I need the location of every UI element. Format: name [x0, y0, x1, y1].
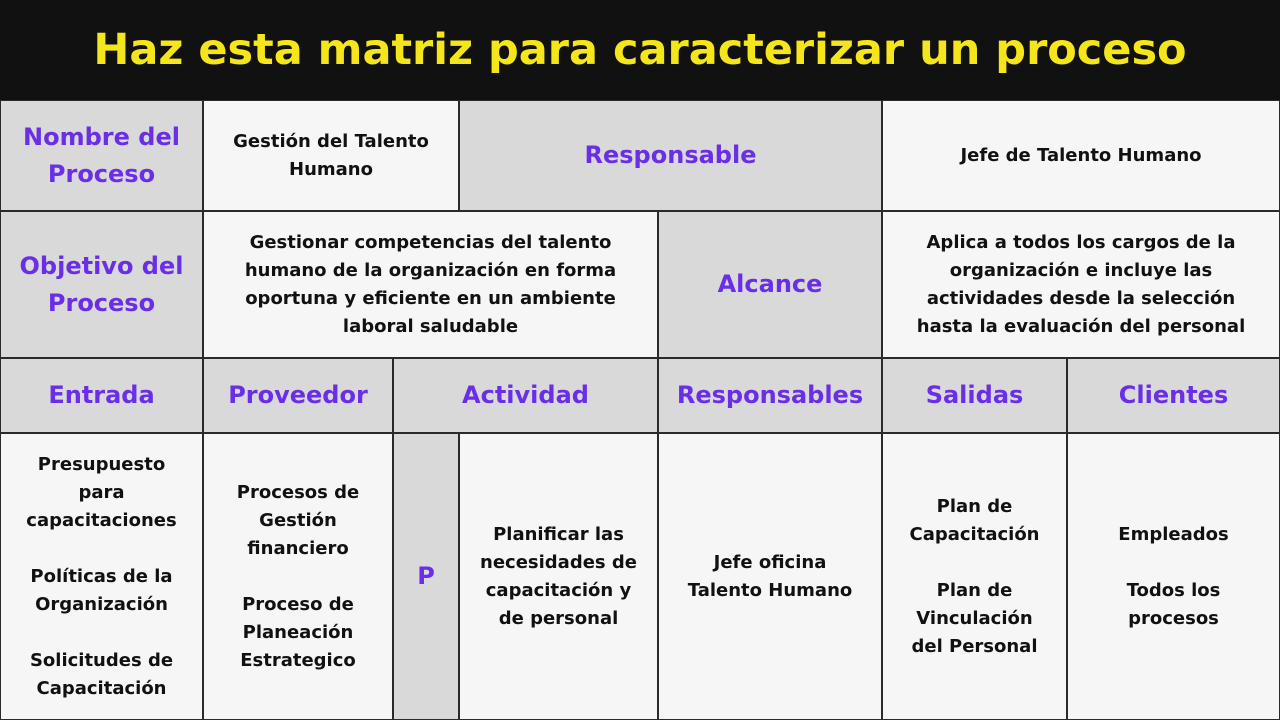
process-name-value: Gestión del Talento Humano: [233, 130, 429, 180]
responsible-label-cell: [459, 100, 882, 211]
phase-label: P: [417, 562, 435, 590]
responsible-value-cell: [882, 100, 1280, 211]
entrada-item: Solicitudes de Capacitación: [29, 649, 174, 699]
header-responsables: Responsables: [676, 381, 864, 409]
header-proveedor: Proveedor: [228, 381, 368, 409]
header-actividad-cell: [393, 358, 658, 433]
objective-value-cell: [203, 211, 658, 358]
entradas-cell: [0, 433, 203, 720]
salida-item: Plan de Vinculación del Personal: [911, 579, 1038, 657]
objective-label-cell: [0, 211, 203, 358]
scope-value-cell: [882, 211, 1280, 358]
process-name-label: Nombre del Proceso: [23, 122, 180, 188]
scope-value: Aplica a todos los cargos de la organización e incluye las actividades desde la selección hasta la evaluación del personal: [916, 231, 1246, 337]
clientes-cell: [1067, 433, 1280, 720]
process-matrix: [0, 100, 1280, 720]
header-salidas-cell: [882, 358, 1067, 433]
scope-label-cell: [658, 211, 882, 358]
scope-label: Alcance: [717, 270, 823, 298]
actividad-value: Planificar las necesidades de capacitación y de personal: [480, 523, 637, 629]
entrada-item: Presupuesto para capacitaciones: [26, 453, 177, 531]
header-entrada-cell: [0, 358, 203, 433]
entradas-list: [22, 451, 182, 703]
header-clientes: Clientes: [1118, 381, 1229, 409]
header-proveedor-cell: [203, 358, 393, 433]
responsable-cell: [658, 433, 882, 720]
cliente-item: Empleados: [1118, 523, 1229, 545]
salida-item: Plan de Capacitación: [909, 495, 1040, 545]
phase-cell: [393, 433, 459, 720]
page-title: Haz esta matriz para caracterizar un proceso: [93, 25, 1187, 75]
salidas-cell: [882, 433, 1067, 720]
proveedores-cell: [203, 433, 393, 720]
header-actividad: Actividad: [462, 381, 589, 409]
clientes-list: [1114, 521, 1234, 633]
responsible-value: Jefe de Talento Humano: [960, 144, 1202, 166]
cliente-item: Todos los procesos: [1126, 579, 1221, 629]
entrada-item: Políticas de la Organización: [30, 565, 173, 615]
objective-label: Objetivo del Proceso: [19, 251, 184, 317]
process-name-label-cell: [0, 100, 203, 211]
responsable-value: Jefe oficina Talento Humano: [687, 551, 853, 601]
proveedor-item: Proceso de Planeación Estrategico: [240, 593, 356, 671]
objective-value: Gestionar competencias del talento humano de la organización en forma oportuna y eficiente en un ambiente laboral saludable: [244, 231, 617, 337]
header-salidas: Salidas: [925, 381, 1024, 409]
salidas-list: [900, 493, 1050, 661]
proveedores-list: [228, 479, 368, 675]
proveedor-item: Procesos de Gestión financiero: [236, 481, 360, 559]
process-name-value-cell: [203, 100, 459, 211]
header-responsables-cell: [658, 358, 882, 433]
responsible-label: Responsable: [584, 141, 757, 169]
actividad-cell: [459, 433, 658, 720]
header-entrada: Entrada: [48, 381, 155, 409]
title-bar: [0, 0, 1280, 100]
header-clientes-cell: [1067, 358, 1280, 433]
